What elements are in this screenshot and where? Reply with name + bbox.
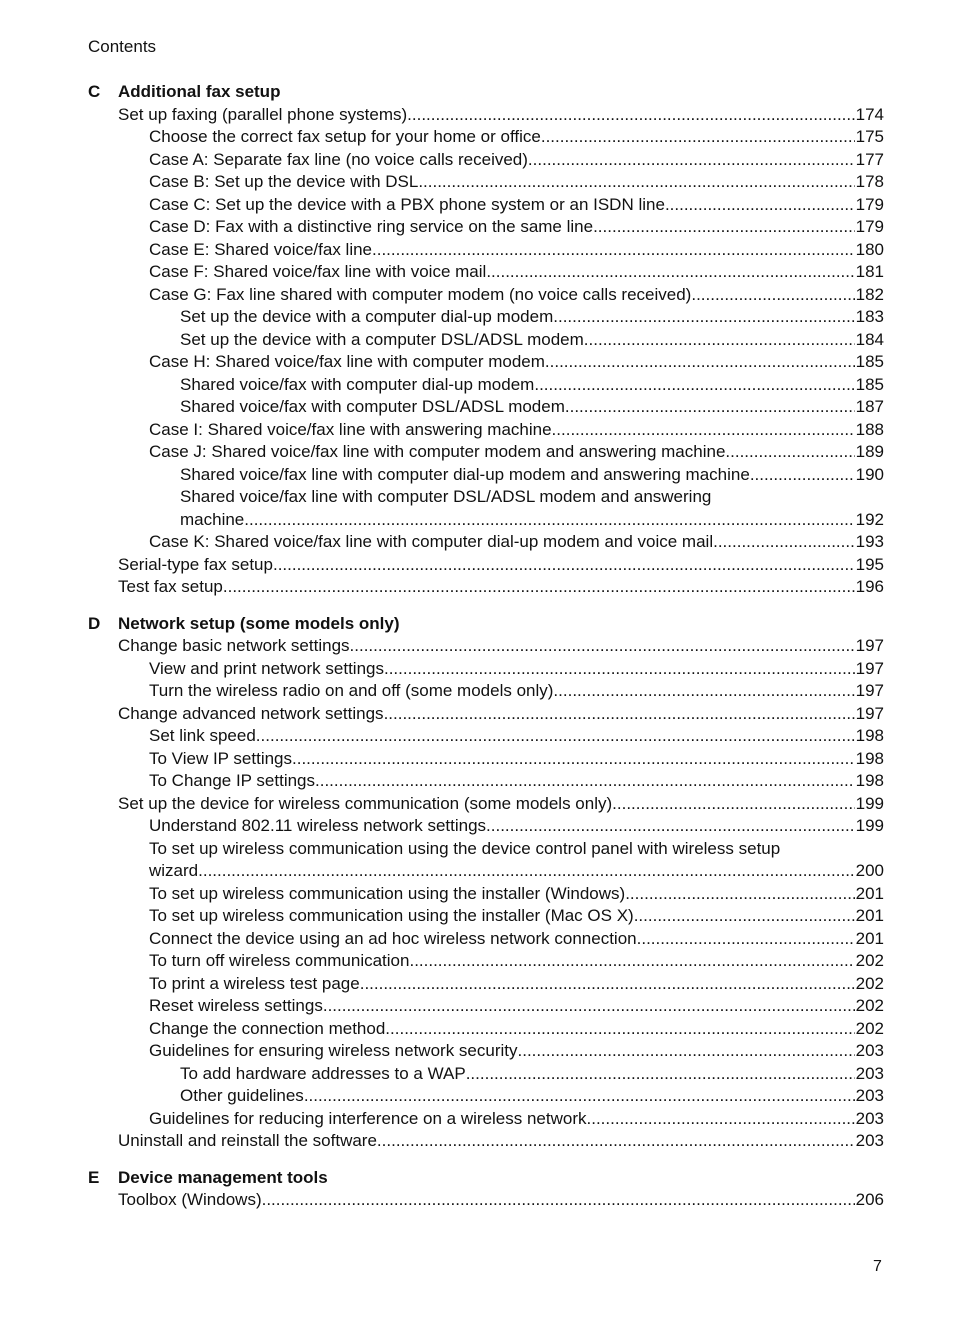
chapter-letter: C: [88, 82, 101, 101]
toc-entry-page: 197: [855, 658, 884, 678]
dot-leader: [750, 464, 855, 487]
toc-entry[interactable]: [88, 486, 884, 531]
toc-entry-title: To set up wireless communication using the device control panel with wireless setup: [149, 838, 781, 858]
toc-entry-page: 175: [855, 127, 884, 146]
toc-entry-page: 197: [855, 703, 884, 723]
toc-entry-page: 197: [855, 636, 884, 655]
toc-entry[interactable]: [88, 658, 884, 681]
toc-entry[interactable]: [88, 149, 884, 172]
toc-entry-page: 185: [855, 352, 884, 371]
toc-entry[interactable]: [88, 793, 884, 816]
toc-entry-title: Case F: Shared voice/fax line with voice mail: [149, 262, 487, 281]
toc-entry[interactable]: [88, 815, 884, 838]
toc-entry-page: 202: [855, 1018, 884, 1038]
toc-entry-page: 179: [855, 194, 884, 214]
toc-entry-page: 193: [855, 532, 884, 551]
dot-leader: [625, 883, 854, 906]
toc-entry-title: Shared voice/fax line with computer dial-up modem and answering machine: [180, 464, 750, 484]
toc-entry[interactable]: [88, 995, 884, 1018]
toc-entry-title: Case I: Shared voice/fax line with answering machine: [149, 419, 552, 439]
toc-entry-title: Serial-type fax setup: [118, 554, 273, 574]
toc-entry[interactable]: [88, 1040, 884, 1063]
dot-leader: [534, 374, 854, 397]
toc-entry[interactable]: [88, 1108, 884, 1131]
toc-entry-page: 203: [855, 1041, 884, 1060]
toc-entry-page: 185: [855, 374, 884, 394]
toc-entry-page: 198: [855, 726, 884, 745]
toc-entry-title: To turn off wireless communication: [149, 951, 410, 970]
toc-entry-title: To set up wireless communication using the installer (Mac OS X): [149, 906, 634, 925]
toc-entry[interactable]: [88, 171, 884, 194]
toc-entry[interactable]: [88, 284, 884, 307]
dot-leader: [244, 509, 854, 532]
toc-entry[interactable]: [88, 576, 884, 599]
toc-entry-page: 195: [855, 554, 884, 574]
toc-chapter: [88, 81, 884, 599]
toc-entry-title: Change advanced network settings: [118, 703, 384, 723]
toc-entry-page: 203: [855, 1108, 884, 1128]
dot-leader: [725, 441, 854, 464]
toc-entry-title: Choose the correct fax setup for your home or office: [149, 127, 541, 146]
dot-leader: [528, 149, 855, 172]
toc-entry-page: 203: [855, 1131, 884, 1150]
dot-leader: [350, 635, 855, 658]
toc-entry-page: 179: [855, 217, 884, 236]
toc-entry-page: 199: [855, 793, 884, 813]
toc-entry-title: Shared voice/fax with computer dial-up modem: [180, 374, 535, 394]
toc-entry-title-continued: wizard: [149, 861, 199, 880]
toc-entry-page: 201: [855, 883, 884, 903]
toc-entry-title: Connect the device using an ad hoc wireless network connection: [149, 928, 637, 948]
toc-entry-title: Case G: Fax line shared with computer modem (no voice calls received): [149, 284, 692, 304]
toc-entry[interactable]: [88, 104, 884, 127]
toc-entry[interactable]: [88, 1085, 884, 1108]
toc-entry-title: Set up the device with a computer DSL/ADSL modem: [180, 329, 584, 349]
dot-leader: [407, 104, 854, 127]
toc-entry-title: To add hardware addresses to a WAP: [180, 1063, 466, 1083]
toc-entry-page: 192: [855, 509, 884, 529]
toc-entry-page: 188: [855, 419, 884, 439]
toc-entry-page: 180: [855, 239, 884, 259]
toc-entry-title: Reset wireless settings: [149, 996, 323, 1015]
dot-leader: [713, 531, 855, 554]
toc-entry[interactable]: [88, 950, 884, 973]
toc-entry-page: 198: [855, 771, 884, 790]
dot-leader: [486, 261, 854, 284]
dot-leader: [418, 171, 854, 194]
dot-leader: [292, 748, 855, 771]
toc-entry-title: Other guidelines: [180, 1086, 304, 1105]
toc-entry-page: 199: [855, 816, 884, 835]
dot-leader: [486, 815, 855, 838]
toc-entry-title: Shared voice/fax line with computer DSL/ADSL modem and answering: [180, 487, 712, 506]
toc-entry-title-continued: machine: [180, 509, 245, 529]
toc-entry-title: Understand 802.11 wireless network settings: [149, 816, 487, 835]
toc-entry[interactable]: [88, 635, 884, 658]
dot-leader: [409, 950, 854, 973]
toc-entry[interactable]: [88, 126, 884, 149]
toc-entry-title: Case K: Shared voice/fax line with computer dial-up modem and voice mail: [149, 532, 714, 551]
toc-entry-title: Set up faxing (parallel phone systems): [118, 104, 408, 124]
dot-leader: [553, 306, 854, 329]
toc-entry-title: Shared voice/fax with computer DSL/ADSL modem: [180, 397, 565, 416]
toc-entry-title: Case J: Shared voice/fax line with computer modem and answering machine: [149, 442, 726, 461]
toc-entry-page: 174: [855, 104, 884, 124]
toc-entry[interactable]: [88, 554, 884, 577]
toc-entry-title: Set up the device for wireless communication (some models only): [118, 793, 613, 813]
toc-entry[interactable]: [88, 883, 884, 906]
toc-entry-page: 181: [855, 262, 884, 281]
toc-entry[interactable]: [88, 261, 884, 284]
chapter-title: Network setup (some models only): [118, 613, 400, 633]
dot-leader: [587, 1108, 855, 1131]
dot-leader: [273, 554, 855, 577]
chapter-heading[interactable]: [88, 613, 884, 636]
toc-entry[interactable]: [88, 441, 884, 464]
chapter-title: Additional fax setup: [118, 82, 281, 101]
dot-leader: [384, 658, 855, 681]
dot-leader: [612, 793, 854, 816]
toc-entry-title: To Change IP settings: [149, 771, 316, 790]
dot-leader: [315, 770, 855, 793]
toc-entry[interactable]: [88, 374, 884, 397]
toc-entry-page: 202: [855, 996, 884, 1015]
toc-entry[interactable]: [88, 748, 884, 771]
dot-leader: [552, 419, 855, 442]
toc-entry-page: 203: [855, 1063, 884, 1083]
dot-leader: [384, 703, 855, 726]
toc-entry[interactable]: [88, 239, 884, 262]
toc-entry-page: 201: [855, 928, 884, 948]
toc-entry[interactable]: [88, 725, 884, 748]
toc-entry[interactable]: [88, 1063, 884, 1086]
toc-entry-page: 183: [855, 307, 884, 326]
toc-entry[interactable]: [88, 329, 884, 352]
toc-entry-title: Test fax setup: [118, 577, 223, 596]
dot-leader: [262, 1189, 855, 1212]
toc-entry-page: 178: [855, 172, 884, 191]
toc-entry[interactable]: [88, 306, 884, 329]
dot-leader: [466, 1063, 855, 1086]
toc-entry-page: 190: [855, 464, 884, 484]
toc-entry-page: 177: [855, 149, 884, 169]
toc-entry-page: 206: [855, 1190, 884, 1209]
toc-entry[interactable]: [88, 351, 884, 374]
toc-entry-page: 197: [855, 681, 884, 700]
dot-leader: [323, 995, 855, 1018]
toc-entry-page: 196: [855, 577, 884, 596]
table-of-contents: [88, 81, 884, 1226]
toc-entry[interactable]: [88, 1130, 884, 1153]
toc-entry-title: Set up the device with a computer dial-up modem: [180, 307, 554, 326]
toc-entry-title: Change the connection method: [149, 1018, 386, 1038]
toc-chapter: [88, 1167, 884, 1212]
dot-leader: [198, 860, 855, 883]
dot-leader: [518, 1040, 855, 1063]
toc-entry-page: 187: [855, 397, 884, 416]
toc-entry-title: Case D: Fax with a distinctive ring service on the same line: [149, 217, 594, 236]
toc-entry-title: Uninstall and reinstall the software: [118, 1131, 377, 1150]
page-number: 7: [873, 1258, 882, 1275]
toc-entry-title: To View IP settings: [149, 748, 293, 768]
toc-entry-page: 182: [855, 284, 884, 304]
toc-entry[interactable]: [88, 838, 884, 883]
toc-entry-title: Guidelines for reducing interference on a wireless network: [149, 1108, 587, 1128]
chapter-letter: D: [88, 613, 101, 633]
dot-leader: [385, 1018, 854, 1041]
toc-entry[interactable]: [88, 928, 884, 951]
dot-leader: [691, 284, 854, 307]
dot-leader: [304, 1085, 855, 1108]
toc-entry-title: View and print network settings: [149, 658, 384, 678]
toc-entry[interactable]: [88, 531, 884, 554]
dot-leader: [565, 396, 855, 419]
dot-leader: [637, 928, 855, 951]
toc-entry-title: Case H: Shared voice/fax line with computer modem: [149, 352, 545, 371]
dot-leader: [665, 194, 855, 217]
toc-entry[interactable]: [88, 396, 884, 419]
toc-entry-title: Guidelines for ensuring wireless network security: [149, 1041, 518, 1060]
toc-entry-page: 203: [855, 1086, 884, 1105]
dot-leader: [541, 126, 855, 149]
toc-entry[interactable]: [88, 770, 884, 793]
toc-entry-page: 201: [855, 906, 884, 925]
toc-entry-title: To set up wireless communication using the installer (Windows): [149, 883, 626, 903]
toc-entry-page: 202: [855, 973, 884, 993]
toc-chapter: [88, 613, 884, 1153]
toc-entry-title: Case E: Shared voice/fax line: [149, 239, 373, 259]
toc-entry-title: Case A: Separate fax line (no voice calls received): [149, 149, 528, 169]
toc-entry-title: Set link speed: [149, 726, 256, 745]
toc-entry-page: 202: [855, 951, 884, 970]
toc-entry-title: Case B: Set up the device with DSL: [149, 172, 419, 191]
dot-leader: [545, 351, 855, 374]
toc-entry-page: 200: [855, 861, 884, 880]
dot-leader: [256, 725, 855, 748]
toc-entry[interactable]: [88, 194, 884, 217]
toc-entry-title: Toolbox (Windows): [118, 1190, 262, 1209]
chapter-heading[interactable]: [88, 81, 884, 104]
toc-entry-title: Change basic network settings: [118, 636, 350, 655]
dot-leader: [377, 1130, 855, 1153]
toc-entry-title: Turn the wireless radio on and off (some models only): [149, 681, 554, 700]
dot-leader: [223, 576, 855, 599]
toc-entry[interactable]: [88, 973, 884, 996]
toc-entry-page: 184: [855, 329, 884, 349]
toc-entry[interactable]: [88, 216, 884, 239]
dot-leader: [553, 680, 854, 703]
chapter-title: Device management tools: [118, 1167, 328, 1187]
toc-entry[interactable]: [88, 464, 884, 487]
toc-entry[interactable]: [88, 1018, 884, 1041]
toc-entry[interactable]: [88, 703, 884, 726]
toc-entry[interactable]: [88, 1189, 884, 1212]
chapter-letter: E: [88, 1167, 100, 1187]
toc-entry-title: To print a wireless test page: [149, 973, 360, 993]
chapter-heading[interactable]: [88, 1167, 884, 1190]
toc-entry[interactable]: [88, 680, 884, 703]
dot-leader: [584, 329, 855, 352]
toc-entry[interactable]: [88, 419, 884, 442]
page-header: Contents: [88, 37, 157, 56]
toc-entry[interactable]: [88, 905, 884, 928]
toc-entry-page: 198: [855, 748, 884, 768]
dot-leader: [634, 905, 855, 928]
toc-entry-title: Case C: Set up the device with a PBX phone system or an ISDN line: [149, 194, 665, 214]
dot-leader: [360, 973, 855, 996]
toc-entry-page: 189: [855, 442, 884, 461]
dot-leader: [372, 239, 855, 262]
dot-leader: [593, 216, 855, 239]
